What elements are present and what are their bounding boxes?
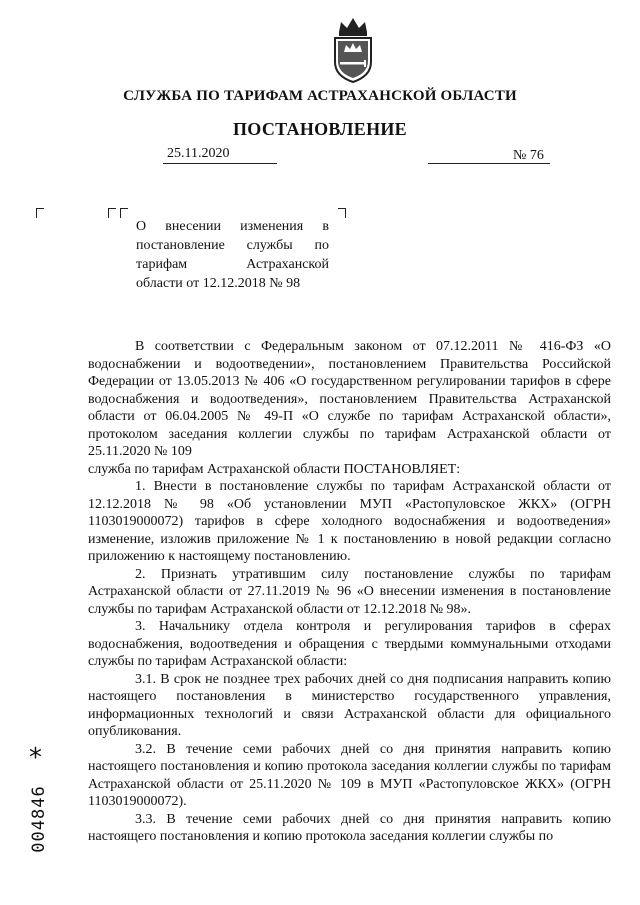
organization-title: СЛУЖБА ПО ТАРИФАМ АСТРАХАНСКОЙ ОБЛАСТИ	[123, 88, 517, 104]
corner-mark	[36, 208, 44, 218]
number-underline	[428, 163, 550, 164]
side-stamp	[25, 745, 55, 855]
document-date: 25.11.2020	[167, 146, 230, 161]
preamble-paragraph: В соответствии с Федеральным законом от 07.12.2011 № 416-ФЗ «О водоснабжении и водоотведении», постановлением Правительства Российской Федерации от 13.05.2013 № 406 «О государственном регулировании тарифов в сфере водоснабжения и водоотведения», постановлением Правительства Астраханской области от 06.04.2005 № 49-П «О службе по тарифам Астраханской области», протоколом заседания коллегии службы по тарифам Астраханской области от 25.11.2020 № 109	[88, 339, 611, 459]
item-3-paragraph: 3. Начальнику отдела контроля и регулирования тарифов в сферах водоснабжения, водоотведения и обращения с твердыми коммунальными отходами службы по тарифам Астраханской области:	[88, 619, 611, 669]
item-3-2-paragraph: 3.2. В течение семи рабочих дней со дня принятия направить копию настоящего постановления и копию протокола заседания коллегии службы по тарифам Астраханской области от 25.11.2020 № 109 в МУП «Растопуловское ЖКХ» (ОГРН 1103019000072).	[88, 741, 611, 809]
stamp-number: 004846	[29, 785, 49, 853]
corner-mark	[108, 208, 116, 218]
item-3-1-paragraph: 3.1. В срок не позднее трех рабочих дней со дня подписания направить копию настоящего постановления в министерство государственного управления, информационных технологий и связи Астраханской области для официального опубликования.	[88, 671, 611, 739]
item-1-paragraph: 1. Внести в постановление службы по тарифам Астраханской области от 12.12.2018 № 98 «Об установлении МУП «Растопуловское ЖКХ» (ОГРН 1103019000072) тарифов в сфере холодного водоснабжения и водоотведения» изменение, изложив приложение № 1 к постановлению в новой редакции согласно приложению к настоящему постановлению.	[88, 479, 611, 564]
subject-line: тарифам Астраханской	[136, 257, 329, 272]
star-mark: *	[29, 743, 42, 773]
corner-mark	[120, 208, 128, 218]
date-underline	[163, 163, 277, 164]
coat-of-arms-icon	[327, 14, 379, 84]
subject-line: постановление службы по	[136, 238, 329, 253]
document-subject	[136, 217, 329, 293]
item-3-3-paragraph: 3.3. В течение семи рабочих дней со дня принятия направить копию настоящего постановления и копию протокола заседания коллегии службы по	[88, 811, 611, 844]
subject-line: О внесении изменения в	[136, 219, 329, 234]
item-2-paragraph: 2. Признать утратившим силу постановление службы по тарифам Астраханской области от 27.11.2019 № 96 «О внесении изменения в постановление службы по тарифам Астраханской области от 12.12.2018 № 98».	[88, 566, 611, 617]
document-number: № 76	[513, 148, 544, 163]
subject-line: области от 12.12.2018 № 98	[136, 276, 301, 291]
corner-mark	[338, 208, 346, 218]
document-type: ПОСТАНОВЛЕНИЕ	[233, 119, 407, 139]
document-body	[88, 338, 611, 846]
resolves-line: служба по тарифам Астраханской области ПОСТАНОВЛЯЕТ:	[88, 461, 461, 477]
